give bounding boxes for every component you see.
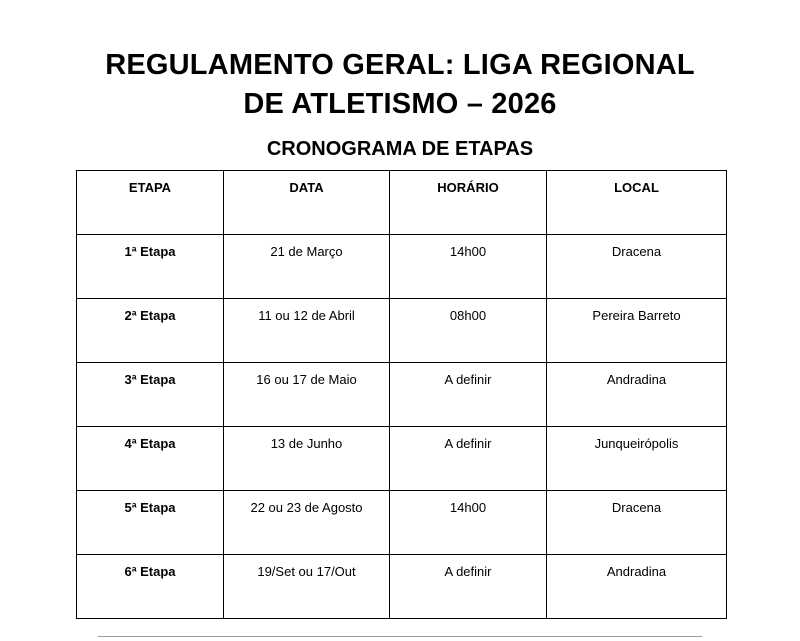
cell-local: Dracena (547, 491, 727, 555)
cell-local: Pereira Barreto (547, 299, 727, 363)
column-header-etapa: ETAPA (77, 171, 224, 235)
table-header-row (77, 171, 727, 235)
table-row (77, 299, 727, 363)
cell-etapa: 6ª Etapa (77, 555, 224, 619)
cell-etapa: 4ª Etapa (77, 427, 224, 491)
cell-etapa: 1ª Etapa (77, 235, 224, 299)
cell-horario: 14h00 (390, 491, 547, 555)
cell-data: 13 de Junho (224, 427, 390, 491)
column-header-local: LOCAL (547, 171, 727, 235)
cell-etapa: 2ª Etapa (77, 299, 224, 363)
column-header-data: DATA (224, 171, 390, 235)
document-title-line-2: DE ATLETISMO – 2026 (243, 88, 557, 120)
cell-data: 21 de Março (224, 235, 390, 299)
table-row (77, 363, 727, 427)
cell-local: Dracena (547, 235, 727, 299)
cell-etapa: 5ª Etapa (77, 491, 224, 555)
cell-data: 19/Set ou 17/Out (224, 555, 390, 619)
column-header-horario: HORÁRIO (390, 171, 547, 235)
cell-horario: A definir (390, 555, 547, 619)
section-subtitle: CRONOGRAMA DE ETAPAS (266, 138, 534, 160)
cell-local: Andradina (547, 363, 727, 427)
schedule-table (76, 170, 727, 619)
document-title-line-1: REGULAMENTO GERAL: LIGA REGIONAL (105, 49, 695, 81)
document-title (0, 46, 800, 124)
table-row (77, 427, 727, 491)
cell-local: Andradina (547, 555, 727, 619)
table-row (77, 491, 727, 555)
cell-horario: 14h00 (390, 235, 547, 299)
cell-horario: A definir (390, 427, 547, 491)
cell-data: 11 ou 12 de Abril (224, 299, 390, 363)
cell-local: Junqueirópolis (547, 427, 727, 491)
footer-divider (98, 636, 702, 637)
cell-horario: 08h00 (390, 299, 547, 363)
cell-data: 22 ou 23 de Agosto (224, 491, 390, 555)
cell-etapa: 3ª Etapa (77, 363, 224, 427)
schedule-table-body (77, 235, 727, 619)
schedule-table-header (77, 171, 727, 235)
cell-horario: A definir (390, 363, 547, 427)
table-row (77, 235, 727, 299)
table-row (77, 555, 727, 619)
cell-data: 16 ou 17 de Maio (224, 363, 390, 427)
